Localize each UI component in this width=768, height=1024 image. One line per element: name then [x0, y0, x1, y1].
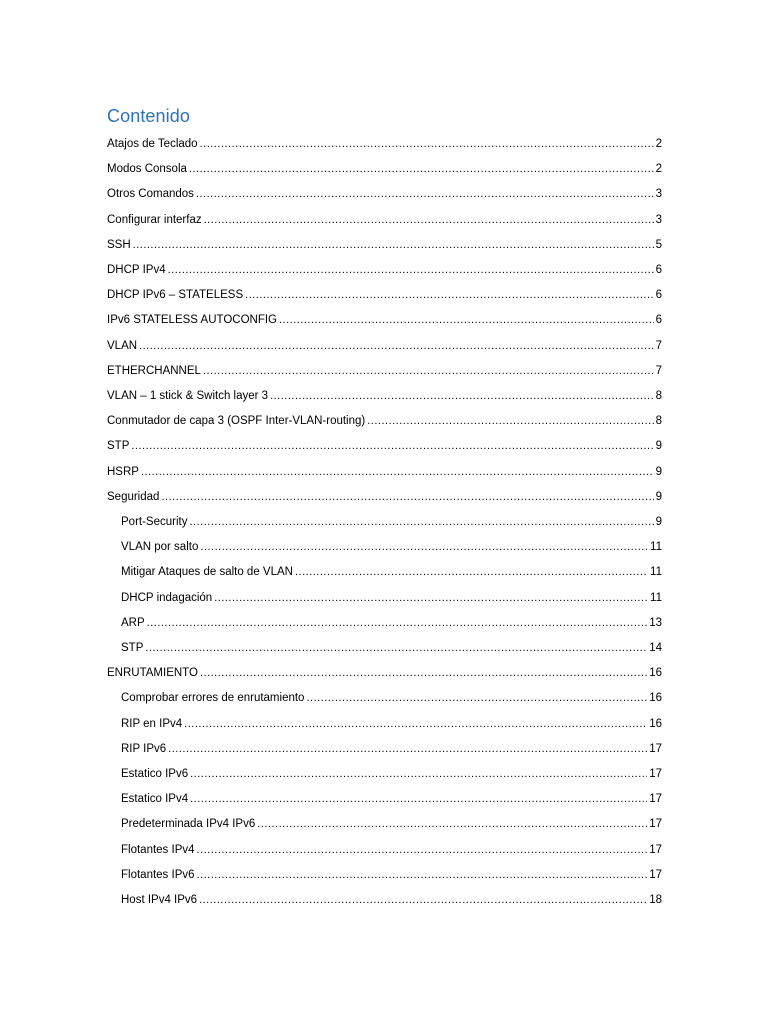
- toc-entry[interactable]: [121, 638, 662, 658]
- toc-entry-page-number: 3: [655, 188, 662, 201]
- toc-entry-label: STP: [107, 440, 130, 453]
- toc-dot-leader: [199, 890, 647, 910]
- toc-entry-label: DHCP IPv6 – STATELESS: [107, 289, 244, 302]
- toc-entry-page-number: 14: [649, 642, 662, 654]
- toc-entry[interactable]: [107, 411, 662, 431]
- toc-entry-label: Flotantes IPv6: [121, 868, 195, 881]
- toc-entry[interactable]: [121, 512, 662, 532]
- toc-entry[interactable]: [107, 159, 662, 179]
- toc-dot-leader: [133, 235, 654, 255]
- toc-entry-label: Port-Security: [121, 516, 188, 528]
- toc-entry-label: RIP IPv6: [121, 742, 167, 755]
- toc-dot-leader: [189, 512, 653, 532]
- toc-dot-leader: [367, 411, 653, 431]
- toc-entry-page-number: 6: [655, 314, 662, 327]
- toc-dot-leader: [197, 840, 648, 860]
- toc-entry-page-number: 16: [649, 692, 662, 705]
- toc-entry-page-number: 9: [655, 440, 662, 453]
- toc-dot-leader: [161, 487, 653, 507]
- toc-entry-page-number: 17: [649, 818, 662, 831]
- toc-entry[interactable]: [121, 739, 662, 759]
- toc-dot-leader: [168, 739, 647, 759]
- toc-dot-leader: [306, 688, 647, 708]
- toc-entry-label: Atajos de Teclado: [107, 138, 198, 150]
- toc-dot-leader: [196, 184, 654, 204]
- toc-entry-label: DHCP indagación: [121, 591, 213, 604]
- toc-dot-leader: [147, 613, 648, 633]
- toc-entry-page-number: 3: [655, 213, 662, 226]
- toc-entry[interactable]: [107, 134, 662, 154]
- toc-entry-page-number: 16: [649, 667, 662, 680]
- toc-entry-label: IPv6 STATELESS AUTOCONFIG: [107, 314, 277, 327]
- toc-entry[interactable]: [107, 361, 662, 381]
- toc-entry[interactable]: [121, 537, 662, 557]
- toc-entry-label: Conmutador de capa 3 (OSPF Inter-VLAN-routing): [107, 415, 366, 428]
- toc-entry-page-number: 11: [650, 591, 662, 604]
- toc-entry[interactable]: [107, 663, 662, 683]
- toc-dot-leader: [279, 310, 654, 330]
- toc-entry-label: VLAN: [107, 339, 138, 352]
- toc-entry-page-number: 17: [649, 768, 662, 780]
- toc-entry[interactable]: [107, 260, 662, 280]
- toc-entry-label: Otros Comandos: [107, 188, 194, 201]
- toc-entry[interactable]: [121, 789, 662, 809]
- toc-entry[interactable]: [121, 562, 662, 582]
- toc-entry-page-number: 8: [655, 390, 662, 402]
- toc-entry-label: Configurar interfaz: [107, 213, 202, 226]
- toc-dot-leader: [141, 462, 654, 482]
- toc-entry[interactable]: [107, 336, 662, 356]
- toc-dot-leader: [168, 260, 654, 280]
- toc-entry[interactable]: [107, 184, 662, 204]
- toc-entry-page-number: 9: [655, 465, 662, 478]
- toc-entry-label: DHCP IPv4: [107, 264, 166, 276]
- toc-dot-leader: [190, 789, 647, 809]
- toc-entry-page-number: 9: [655, 490, 662, 503]
- toc-entry-page-number: 7: [655, 339, 662, 352]
- toc-entry[interactable]: [121, 613, 662, 633]
- toc-entry[interactable]: [121, 890, 662, 910]
- toc-entry-page-number: 11: [650, 541, 662, 554]
- toc-entry-page-number: 17: [649, 868, 662, 881]
- toc-dot-leader: [139, 336, 654, 356]
- toc-dot-leader: [200, 134, 654, 154]
- toc-dot-leader: [184, 714, 647, 734]
- toc-entry-label: Flotantes IPv4: [121, 843, 195, 856]
- toc-entry[interactable]: [121, 688, 662, 708]
- toc-entry-page-number: 6: [655, 289, 662, 302]
- toc-entry[interactable]: [107, 210, 662, 230]
- toc-dot-leader: [295, 562, 648, 582]
- toc-entry[interactable]: [121, 764, 662, 784]
- toc-entry-label: Host IPv4 IPv6: [121, 894, 198, 906]
- toc-dot-leader: [214, 588, 648, 608]
- toc-dot-leader: [203, 361, 654, 381]
- toc-entry[interactable]: [121, 588, 662, 608]
- toc-entry[interactable]: [107, 436, 662, 456]
- toc-dot-leader: [145, 638, 647, 658]
- toc-entry[interactable]: [121, 840, 662, 860]
- toc-entry-label: Mitigar Ataques de salto de VLAN: [121, 566, 293, 579]
- toc-entry[interactable]: [121, 714, 662, 734]
- toc-dot-leader: [131, 436, 653, 456]
- toc-entry-label: Predeterminada IPv4 IPv6: [121, 818, 256, 831]
- toc-dot-leader: [257, 814, 647, 834]
- toc-entry-page-number: 7: [655, 364, 662, 377]
- toc-entry-label: Estatico IPv4: [121, 793, 189, 806]
- toc-entry[interactable]: [107, 487, 662, 507]
- toc-dot-leader: [270, 386, 654, 406]
- toc-entry-label: Modos Consola: [107, 163, 187, 176]
- toc-dot-leader: [197, 865, 648, 885]
- toc-entry-label: VLAN por salto: [121, 541, 199, 554]
- toc-entry-page-number: 5: [655, 238, 662, 251]
- toc-entry-label: ENRUTAMIENTO: [107, 667, 198, 680]
- toc-entry-page-number: 6: [655, 264, 662, 276]
- toc-entry[interactable]: [107, 310, 662, 330]
- toc-entry[interactable]: [107, 285, 662, 305]
- toc-entry-label: Seguridad: [107, 490, 160, 503]
- toc-entry-label: HSRP: [107, 465, 139, 478]
- toc-dot-leader: [189, 159, 654, 179]
- toc-dot-leader: [200, 663, 647, 683]
- toc-entry-page-number: 16: [649, 717, 662, 730]
- toc-entry-page-number: 2: [655, 163, 662, 176]
- toc-entry-page-number: 8: [655, 415, 662, 428]
- toc-entry-label: ETHERCHANNEL: [107, 364, 201, 377]
- toc-dot-leader: [190, 764, 647, 784]
- toc-dot-leader: [245, 285, 653, 305]
- toc-entry-label: Comprobar errores de enrutamiento: [121, 692, 305, 705]
- toc-entry-page-number: 17: [649, 793, 662, 806]
- toc-entry[interactable]: [107, 386, 662, 406]
- toc-entry-page-number: 13: [649, 616, 662, 629]
- toc-entry[interactable]: [121, 814, 662, 834]
- toc-dot-leader: [204, 210, 654, 230]
- toc-entry-label: STP: [121, 642, 144, 654]
- toc-entry-label: SSH: [107, 238, 131, 251]
- toc-entry-label: RIP en IPv4: [121, 717, 183, 730]
- toc-entry-label: Estatico IPv6: [121, 768, 189, 780]
- toc-entry-label: VLAN – 1 stick & Switch layer 3: [107, 390, 269, 402]
- toc-entry[interactable]: [107, 235, 662, 255]
- toc-entry-page-number: 18: [649, 894, 662, 906]
- toc-entry-page-number: 17: [649, 843, 662, 856]
- toc-title: Contenido: [107, 106, 190, 126]
- toc-dot-leader: [200, 537, 648, 557]
- toc-entry-page-number: 2: [655, 138, 662, 150]
- toc-entry-page-number: 17: [649, 742, 662, 755]
- toc-entry[interactable]: [107, 462, 662, 482]
- toc-entry[interactable]: [121, 865, 662, 885]
- toc-entry-page-number: 11: [650, 566, 662, 579]
- toc-entry-page-number: 9: [655, 516, 662, 528]
- toc-entry-label: ARP: [121, 616, 145, 629]
